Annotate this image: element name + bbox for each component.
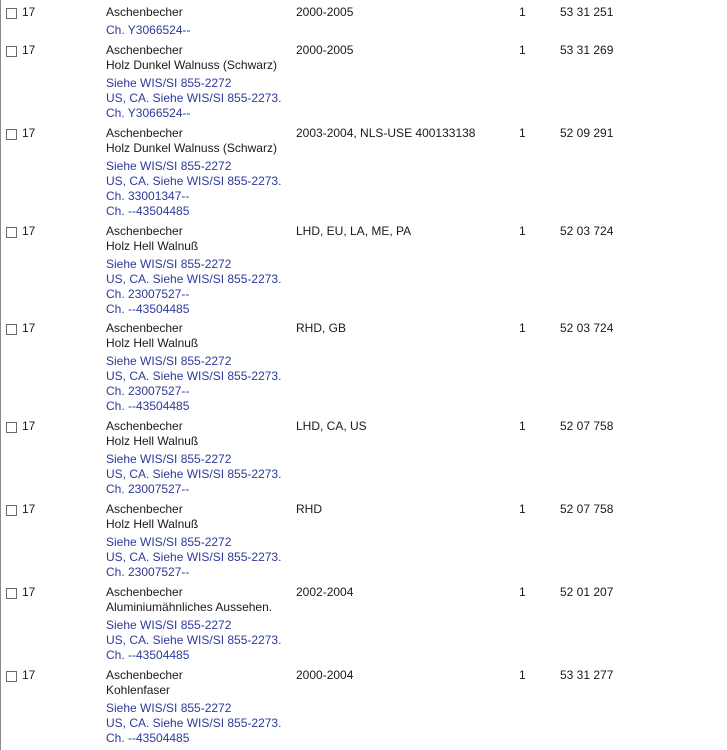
part-description <box>106 321 281 414</box>
part-number: 52 03 724 <box>560 321 614 335</box>
note-line: Siehe WIS/SI 855-2272 <box>106 701 232 715</box>
part-number: 53 31 251 <box>560 5 614 19</box>
description-line: Aschenbecher <box>106 502 183 516</box>
row-select-checkbox[interactable] <box>6 227 17 238</box>
applicability-code: RHD <box>296 502 322 516</box>
description-line: Aschenbecher <box>106 43 183 57</box>
part-number: 53 31 269 <box>560 43 614 57</box>
description-line: Aschenbecher <box>106 419 183 433</box>
note-line: Ch. 23007527-- <box>106 384 190 398</box>
part-number: 52 09 291 <box>560 126 614 140</box>
note-line: Ch. 23007527-- <box>106 287 190 301</box>
description-line: Aschenbecher <box>106 5 183 19</box>
position-number: 17 <box>22 502 36 516</box>
note-line: Ch. Y3066524-- <box>106 23 191 37</box>
applicability-code: 2000-2005 <box>296 43 354 57</box>
row-select-checkbox[interactable] <box>6 129 17 140</box>
part-description <box>106 585 281 663</box>
note-line: US, CA. Siehe WIS/SI 855-2273. <box>106 91 282 105</box>
part-number: 52 01 207 <box>560 585 614 599</box>
note-line: US, CA. Siehe WIS/SI 855-2273. <box>106 369 282 383</box>
note-line: Ch. --43504485 <box>106 731 190 745</box>
note-line: Ch. --43504485 <box>106 648 190 662</box>
part-description <box>106 419 281 497</box>
part-notes <box>106 535 281 580</box>
description-line: Aschenbecher <box>106 126 183 140</box>
applicability-code: 2002-2004 <box>296 585 354 599</box>
part-description <box>106 5 191 38</box>
note-line: US, CA. Siehe WIS/SI 855-2273. <box>106 174 282 188</box>
description-line: Aschenbecher <box>106 224 183 238</box>
quantity: 1 <box>519 224 526 238</box>
description-line: Kohlenfaser <box>106 683 171 697</box>
part-notes <box>106 452 281 497</box>
part-notes <box>106 701 281 746</box>
row-select-checkbox[interactable] <box>6 324 17 335</box>
description-line: Holz Dunkel Walnuss (Schwarz) <box>106 58 277 72</box>
note-line: Siehe WIS/SI 855-2272 <box>106 452 232 466</box>
note-line: Ch. 23007527-- <box>106 482 190 496</box>
part-description <box>106 126 281 219</box>
note-line: US, CA. Siehe WIS/SI 855-2273. <box>106 550 282 564</box>
note-line: Ch. --43504485 <box>106 399 190 413</box>
note-line: Siehe WIS/SI 855-2272 <box>106 257 232 271</box>
applicability-code: 2000-2004 <box>296 668 354 682</box>
note-line: Ch. Y3066524-- <box>106 106 191 120</box>
note-line: Siehe WIS/SI 855-2272 <box>106 76 232 90</box>
note-line: Siehe WIS/SI 855-2272 <box>106 535 232 549</box>
quantity: 1 <box>519 126 526 140</box>
quantity: 1 <box>519 585 526 599</box>
part-description <box>106 224 281 317</box>
part-description <box>106 43 281 121</box>
quantity: 1 <box>519 5 526 19</box>
position-number: 17 <box>22 419 36 433</box>
note-line: Siehe WIS/SI 855-2272 <box>106 159 232 173</box>
note-line: US, CA. Siehe WIS/SI 855-2273. <box>106 272 282 286</box>
description-line: Aschenbecher <box>106 668 183 682</box>
part-number: 52 07 758 <box>560 419 614 433</box>
description-line: Aschenbecher <box>106 321 183 335</box>
applicability-code: 2003-2004, NLS-USE 400133138 <box>296 126 476 140</box>
position-number: 17 <box>22 126 36 140</box>
note-line: Siehe WIS/SI 855-2272 <box>106 618 232 632</box>
applicability-code: 2000-2005 <box>296 5 354 19</box>
row-select-checkbox[interactable] <box>6 671 17 682</box>
list-left-border <box>0 0 1 750</box>
part-notes <box>106 76 281 121</box>
part-notes <box>106 618 281 663</box>
row-select-checkbox[interactable] <box>6 422 17 433</box>
note-line: Ch. 33001347-- <box>106 189 190 203</box>
row-select-checkbox[interactable] <box>6 8 17 19</box>
quantity: 1 <box>519 419 526 433</box>
position-number: 17 <box>22 585 36 599</box>
quantity: 1 <box>519 321 526 335</box>
part-number: 53 31 277 <box>560 668 614 682</box>
description-line: Aluminiumähnliches Aussehen. <box>106 600 273 614</box>
quantity: 1 <box>519 502 526 516</box>
note-line: Ch. --43504485 <box>106 204 190 218</box>
note-line: Ch. --43504485 <box>106 302 190 316</box>
position-number: 17 <box>22 321 36 335</box>
applicability-code: LHD, EU, LA, ME, PA <box>296 224 412 238</box>
description-line: Holz Hell Walnuß <box>106 336 199 350</box>
position-number: 17 <box>22 224 36 238</box>
part-description <box>106 668 281 746</box>
part-number: 52 03 724 <box>560 224 614 238</box>
description-line: Aschenbecher <box>106 585 183 599</box>
position-number: 17 <box>22 5 36 19</box>
row-select-checkbox[interactable] <box>6 46 17 57</box>
note-line: US, CA. Siehe WIS/SI 855-2273. <box>106 633 282 647</box>
applicability-code: RHD, GB <box>296 321 347 335</box>
note-line: Siehe WIS/SI 855-2272 <box>106 354 232 368</box>
note-line: Ch. 23007527-- <box>106 565 190 579</box>
row-select-checkbox[interactable] <box>6 588 17 599</box>
description-line: Holz Dunkel Walnuss (Schwarz) <box>106 141 277 155</box>
description-line: Holz Hell Walnuß <box>106 517 199 531</box>
applicability-code: LHD, CA, US <box>296 419 367 433</box>
part-notes <box>106 257 281 317</box>
note-line: US, CA. Siehe WIS/SI 855-2273. <box>106 716 282 730</box>
quantity: 1 <box>519 43 526 57</box>
description-line: Holz Hell Walnuß <box>106 434 199 448</box>
position-number: 17 <box>22 668 36 682</box>
part-notes <box>106 354 281 414</box>
row-select-checkbox[interactable] <box>6 505 17 516</box>
part-notes <box>106 23 191 38</box>
note-line: US, CA. Siehe WIS/SI 855-2273. <box>106 467 282 481</box>
position-number: 17 <box>22 43 36 57</box>
part-number: 52 07 758 <box>560 502 614 516</box>
description-line: Holz Hell Walnuß <box>106 239 199 253</box>
part-notes <box>106 159 281 219</box>
quantity: 1 <box>519 668 526 682</box>
part-description <box>106 502 281 580</box>
